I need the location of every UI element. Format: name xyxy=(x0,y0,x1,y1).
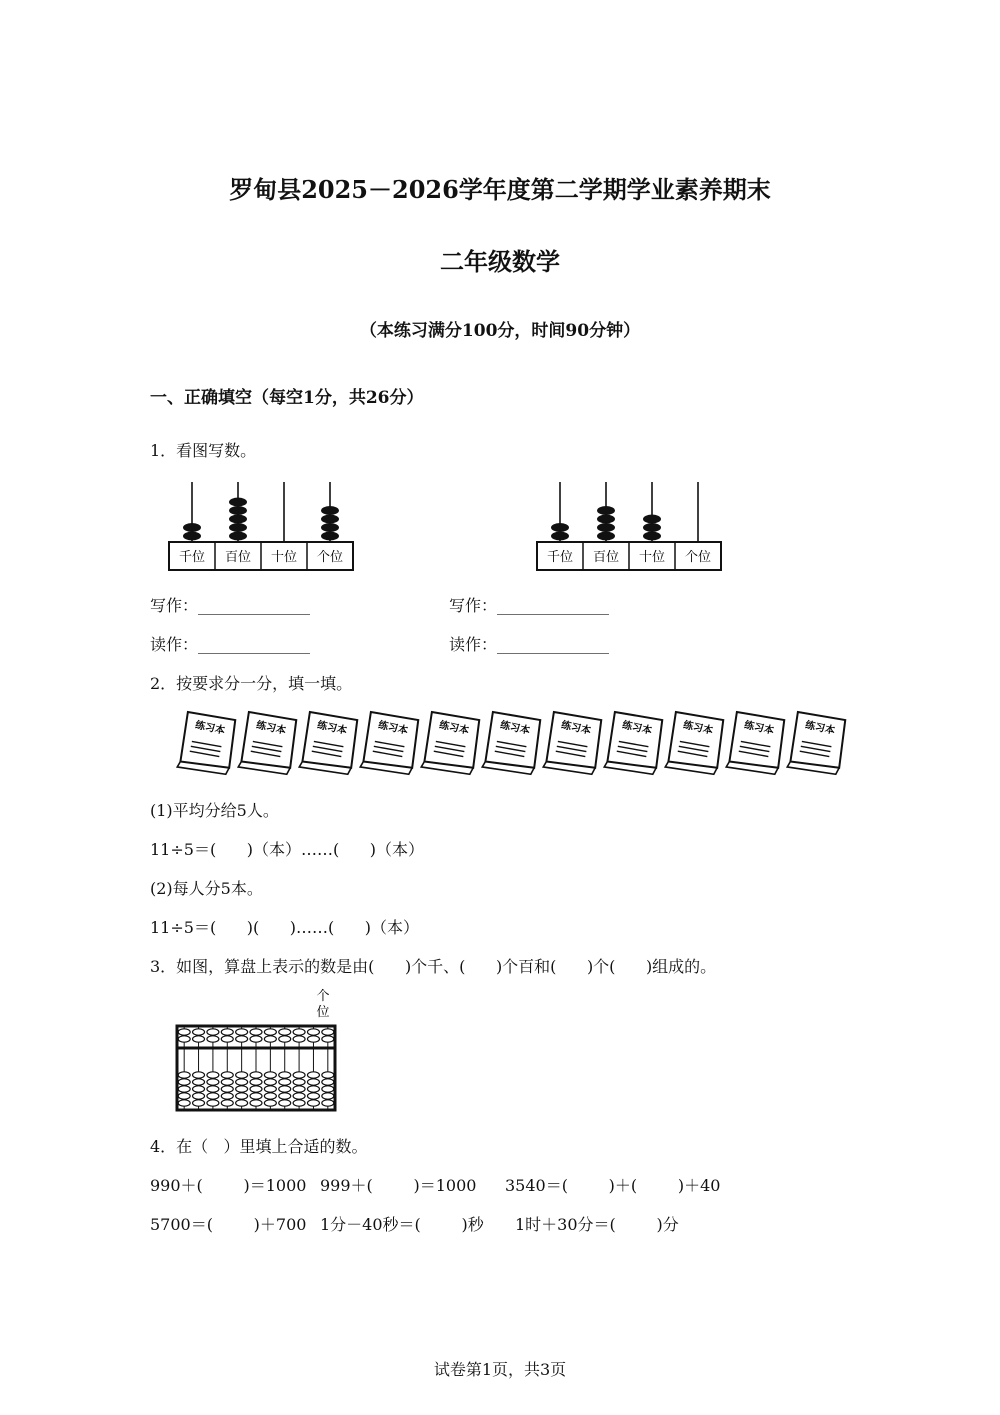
bead xyxy=(229,506,247,515)
upper-bead xyxy=(221,1029,233,1035)
lower-bead xyxy=(322,1079,334,1085)
lower-bead xyxy=(178,1093,190,1099)
lower-bead xyxy=(207,1079,219,1085)
counting-frame-left xyxy=(168,480,358,575)
lower-bead xyxy=(207,1072,219,1078)
q2-part2: (2)每人分5本。 xyxy=(150,879,263,898)
lower-bead xyxy=(307,1086,319,1092)
bead xyxy=(321,506,339,515)
bead xyxy=(183,523,201,532)
upper-bead xyxy=(293,1036,305,1042)
lower-bead xyxy=(193,1079,205,1085)
q2-equation1: 11÷5＝( )（本）……( )（本） xyxy=(150,840,424,859)
lower-bead xyxy=(178,1072,190,1078)
lower-bead xyxy=(193,1072,205,1078)
lower-bead xyxy=(221,1086,233,1092)
lower-bead xyxy=(307,1079,319,1085)
q1-read-left: 读作：______________ xyxy=(150,635,311,654)
exercise-book xyxy=(603,710,666,778)
q4-row1-item3: 3540＝( )＋( )＋40 xyxy=(505,1176,721,1195)
lower-bead xyxy=(293,1086,305,1092)
place-label: 千位 xyxy=(546,550,574,565)
upper-bead xyxy=(322,1029,334,1035)
exam-subtitle: 二年级数学 xyxy=(440,247,560,276)
lower-bead xyxy=(279,1086,291,1092)
book-label: 练习本 xyxy=(316,719,348,737)
upper-bead xyxy=(207,1036,219,1042)
bead xyxy=(597,515,615,524)
q3-stem: 3．如图，算盘上表示的数是由( )个千、( )个百和( )个( )组成的。 xyxy=(150,957,717,976)
q4-stem: 4．在（ ）里填上合适的数。 xyxy=(150,1137,368,1156)
place-label: 个位 xyxy=(316,550,344,565)
lower-bead xyxy=(236,1093,248,1099)
book-label: 练习本 xyxy=(560,719,592,737)
exam-note: （本练习满分100分，时间90分钟） xyxy=(359,321,641,341)
lower-bead xyxy=(322,1093,334,1099)
lower-bead xyxy=(307,1072,319,1078)
book-label: 练习本 xyxy=(804,719,836,737)
lower-bead xyxy=(293,1072,305,1078)
lower-bead xyxy=(250,1093,262,1099)
lower-bead xyxy=(207,1093,219,1099)
book-label: 练习本 xyxy=(743,719,775,737)
bead xyxy=(597,506,615,515)
upper-bead xyxy=(307,1029,319,1035)
lower-bead xyxy=(221,1072,233,1078)
lower-bead xyxy=(293,1093,305,1099)
bead xyxy=(321,532,339,541)
upper-bead xyxy=(250,1036,262,1042)
lower-bead xyxy=(250,1086,262,1092)
upper-bead xyxy=(193,1036,205,1042)
counting-frame-right xyxy=(536,480,726,575)
lower-bead xyxy=(250,1072,262,1078)
q1-stem: 1．看图写数。 xyxy=(150,441,257,460)
lower-bead xyxy=(250,1100,262,1106)
lower-bead xyxy=(193,1086,205,1092)
upper-bead xyxy=(236,1029,248,1035)
book-label: 练习本 xyxy=(377,719,409,737)
bead xyxy=(229,498,247,507)
lower-bead xyxy=(264,1093,276,1099)
upper-bead xyxy=(279,1029,291,1035)
suanpan-abacus xyxy=(175,988,340,1113)
lower-bead xyxy=(279,1079,291,1085)
bead xyxy=(597,532,615,541)
lower-bead xyxy=(279,1100,291,1106)
upper-bead xyxy=(264,1029,276,1035)
q1-write-left: 写作：______________ xyxy=(150,596,311,615)
book-label: 练习本 xyxy=(621,719,653,737)
lower-bead xyxy=(264,1079,276,1085)
lower-bead xyxy=(178,1100,190,1106)
exercise-book xyxy=(725,710,788,778)
lower-bead xyxy=(279,1072,291,1078)
place-label: 千位 xyxy=(178,550,206,565)
ones-label: 个 xyxy=(316,989,330,1004)
lower-bead xyxy=(264,1100,276,1106)
book-label: 练习本 xyxy=(438,719,470,737)
q2-part1: (1)平均分给5人。 xyxy=(150,801,279,820)
q1-read-right: 读作：______________ xyxy=(449,635,610,654)
exercise-book xyxy=(664,710,727,778)
lower-bead xyxy=(193,1100,205,1106)
upper-bead xyxy=(293,1029,305,1035)
upper-bead xyxy=(322,1036,334,1042)
exercise-book xyxy=(298,710,361,778)
bead xyxy=(643,523,661,532)
upper-bead xyxy=(178,1036,190,1042)
lower-bead xyxy=(236,1079,248,1085)
place-label: 百位 xyxy=(592,550,620,565)
q2-equation2: 11÷5＝( )( )……( )（本） xyxy=(150,918,419,937)
exercise-book xyxy=(237,710,300,778)
book-label: 练习本 xyxy=(682,719,714,737)
upper-bead xyxy=(207,1029,219,1035)
lower-bead xyxy=(264,1086,276,1092)
upper-bead xyxy=(250,1029,262,1035)
exercise-book xyxy=(176,710,239,778)
lower-bead xyxy=(322,1086,334,1092)
upper-bead xyxy=(178,1029,190,1035)
book-label: 练习本 xyxy=(255,719,287,737)
lower-bead xyxy=(322,1100,334,1106)
lower-bead xyxy=(178,1079,190,1085)
lower-bead xyxy=(236,1100,248,1106)
q1-write-right: 写作：______________ xyxy=(449,596,610,615)
q4-row2-item3: 1时＋30分＝( )分 xyxy=(515,1215,679,1234)
exercise-books-row xyxy=(172,706,862,781)
lower-bead xyxy=(307,1093,319,1099)
bead xyxy=(183,532,201,541)
section-heading: 一、正确填空（每空1分，共26分） xyxy=(150,388,424,408)
bead xyxy=(551,523,569,532)
bead xyxy=(643,515,661,524)
lower-bead xyxy=(307,1100,319,1106)
lower-bead xyxy=(221,1100,233,1106)
bead xyxy=(321,523,339,532)
place-label: 百位 xyxy=(224,550,252,565)
lower-bead xyxy=(322,1072,334,1078)
page-footer: 试卷第1页，共3页 xyxy=(433,1360,567,1379)
exercise-book xyxy=(359,710,422,778)
place-label: 十位 xyxy=(638,550,666,565)
bead xyxy=(321,515,339,524)
lower-bead xyxy=(207,1086,219,1092)
bead xyxy=(551,532,569,541)
ones-label: 位 xyxy=(316,1005,330,1020)
lower-bead xyxy=(236,1072,248,1078)
upper-bead xyxy=(236,1036,248,1042)
lower-bead xyxy=(293,1079,305,1085)
lower-bead xyxy=(236,1086,248,1092)
lower-bead xyxy=(221,1079,233,1085)
bead xyxy=(643,532,661,541)
place-label: 十位 xyxy=(270,550,298,565)
lower-bead xyxy=(279,1093,291,1099)
q4-row2-item2: 1分－40秒＝( )秒 xyxy=(320,1215,484,1234)
bead xyxy=(597,523,615,532)
bead xyxy=(229,532,247,541)
exam-title: 罗甸县2025－2026学年度第二学期学业素养期末 xyxy=(229,175,771,204)
place-label: 个位 xyxy=(684,550,712,565)
book-label: 练习本 xyxy=(194,719,226,737)
book-label: 练习本 xyxy=(499,719,531,737)
lower-bead xyxy=(221,1093,233,1099)
upper-bead xyxy=(221,1036,233,1042)
exercise-book xyxy=(542,710,605,778)
exercise-book xyxy=(420,710,483,778)
q4-row2-item1: 5700＝( )＋700 xyxy=(150,1215,307,1234)
exercise-book xyxy=(786,710,849,778)
upper-bead xyxy=(193,1029,205,1035)
q4-row1-item2: 999＋( )＝1000 xyxy=(320,1176,477,1195)
exercise-book xyxy=(481,710,544,778)
lower-bead xyxy=(264,1072,276,1078)
q2-stem: 2．按要求分一分，填一填。 xyxy=(150,674,353,693)
upper-bead xyxy=(307,1036,319,1042)
bead xyxy=(229,523,247,532)
lower-bead xyxy=(178,1086,190,1092)
bead xyxy=(229,515,247,524)
lower-bead xyxy=(207,1100,219,1106)
lower-bead xyxy=(193,1093,205,1099)
q4-row1-item1: 990＋( )＝1000 xyxy=(150,1176,307,1195)
upper-bead xyxy=(264,1036,276,1042)
lower-bead xyxy=(250,1079,262,1085)
lower-bead xyxy=(293,1100,305,1106)
upper-bead xyxy=(279,1036,291,1042)
